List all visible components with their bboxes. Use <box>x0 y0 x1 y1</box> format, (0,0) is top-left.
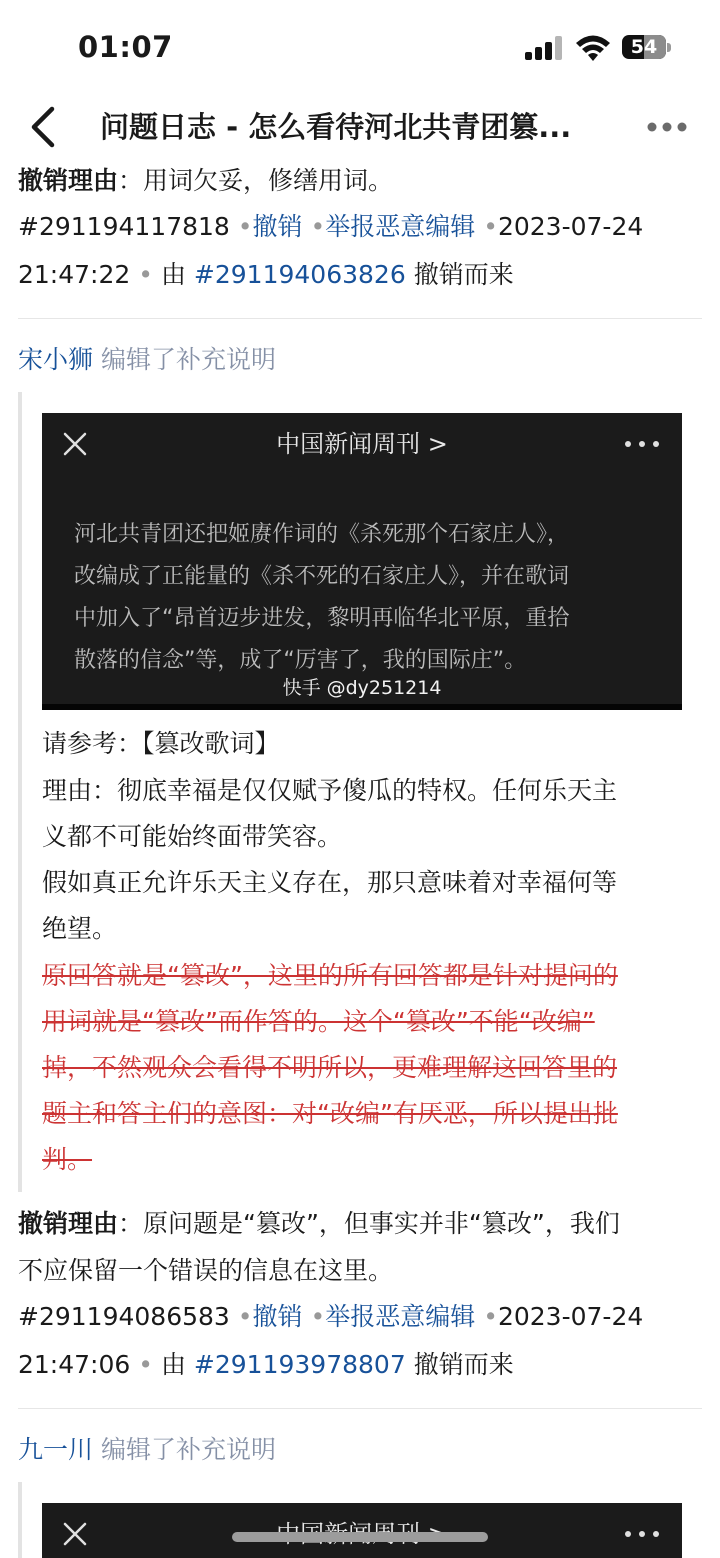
revoke-reason-1: 撤销理由：用词欠妥，修缮用词。 <box>18 166 394 195</box>
edit-id: #291194117818 <box>18 212 230 241</box>
battery-nub <box>667 43 671 52</box>
video-caption-line: 中加入了“昂首迈步进发，黎明再临华北平原，重拾 <box>74 606 570 631</box>
revoke-reason-2-cont: 不应保留一个错误的信息在这里。 <box>18 1256 394 1285</box>
quote-bar <box>18 392 22 1192</box>
report-link[interactable]: 举报恶意编辑 <box>325 212 476 241</box>
back-chevron-icon[interactable] <box>24 105 64 149</box>
video-progress-track <box>42 704 682 710</box>
body-line: 绝望。 <box>42 914 118 943</box>
source-edit-link[interactable]: #291193978807 <box>193 1350 406 1379</box>
quote-bar <box>18 1482 22 1558</box>
video-thumbnail[interactable] <box>42 413 682 710</box>
cellular-signal-icon <box>525 36 565 60</box>
page-title: 问题日志 - 怎么看待河北共青团篡... <box>100 110 572 144</box>
revoke-link[interactable]: 撤销 <box>252 212 303 241</box>
deleted-line: 用词就是“篡改”而作答的。这个“篡改”不能“改编” <box>42 1007 595 1036</box>
nav-bar <box>0 95 720 160</box>
home-indicator[interactable] <box>232 1532 488 1542</box>
edit-time: 21:47:06 <box>18 1350 131 1379</box>
body-line: 理由：彻底幸福是仅仅赋予傻瓜的特权。任何乐天主 <box>42 776 618 805</box>
meta-line-2b: 21:47:06 • 由 #291193978807 撤销而来 <box>18 1350 514 1379</box>
report-link[interactable]: 举报恶意编辑 <box>325 1302 476 1331</box>
edit-date: 2023-07-24 <box>497 1302 644 1331</box>
body-line: 请参考：【篡改歌词】 <box>42 729 280 758</box>
video-caption-line: 河北共青团还把姬赓作词的《杀死那个石家庄人》， <box>74 522 570 547</box>
wifi-icon <box>574 32 612 62</box>
divider <box>18 318 702 319</box>
deleted-line: 判。 <box>42 1145 93 1174</box>
body-line: 义都不可能始终面带笑容。 <box>42 822 343 851</box>
video-header <box>42 413 682 475</box>
video-thumbnail[interactable] <box>42 1503 682 1558</box>
revoke-link[interactable]: 撤销 <box>252 1302 303 1331</box>
edit-id: #291194086583 <box>18 1302 230 1331</box>
more-options-icon <box>622 437 662 451</box>
meta-line-1a: #291194117818 •撤销 •举报恶意编辑 •2023-07-24 <box>18 212 644 241</box>
video-channel-title: 中国新闻周刊 > <box>276 430 448 458</box>
author-link[interactable]: 九一川 <box>18 1435 94 1464</box>
edit-time: 21:47:22 <box>18 260 131 289</box>
more-options-icon <box>622 1527 662 1541</box>
source-edit-link[interactable]: #291194063826 <box>193 260 406 289</box>
deleted-line: 题主和答主们的意图：对“改编”有厌恶，所以提出批 <box>42 1099 618 1128</box>
divider <box>18 1408 702 1409</box>
more-options-icon[interactable] <box>645 107 689 147</box>
status-bar <box>0 0 720 95</box>
battery-icon <box>622 35 666 59</box>
battery-level: 54 <box>630 36 658 58</box>
meta-line-2a: #291194086583 •撤销 •举报恶意编辑 •2023-07-24 <box>18 1302 644 1331</box>
meta-line-1b: 21:47:22 • 由 #291194063826 撤销而来 <box>18 260 514 289</box>
entry-header-2: 宋小狮 编辑了补充说明 <box>18 345 276 374</box>
chevron-right-icon: > <box>427 430 448 458</box>
video-watermark: 快手 @dy251214 <box>282 677 442 699</box>
video-caption-line: 改编成了正能量的《杀不死的石家庄人》，并在歌词 <box>74 564 570 589</box>
entry-header-3: 九一川 编辑了补充说明 <box>18 1435 276 1464</box>
edit-date: 2023-07-24 <box>497 212 644 241</box>
video-header <box>42 1503 682 1558</box>
deleted-line: 掉，不然观众会看得不明所以，更难理解这回答里的 <box>42 1053 618 1082</box>
deleted-line: 原回答就是“篡改”，这里的所有回答都是针对提问的 <box>42 961 618 990</box>
body-line: 假如真正允许乐天主义存在，那只意味着对幸福何等 <box>42 868 618 897</box>
revoke-reason-2: 撤销理由：原问题是“篡改”，但事实并非“篡改”，我们 <box>18 1209 620 1238</box>
status-time: 01:07 <box>78 30 173 64</box>
video-caption-line: 散落的信念”等，成了“厉害了，我的国际庄”。 <box>74 648 527 673</box>
author-link[interactable]: 宋小狮 <box>18 345 94 374</box>
